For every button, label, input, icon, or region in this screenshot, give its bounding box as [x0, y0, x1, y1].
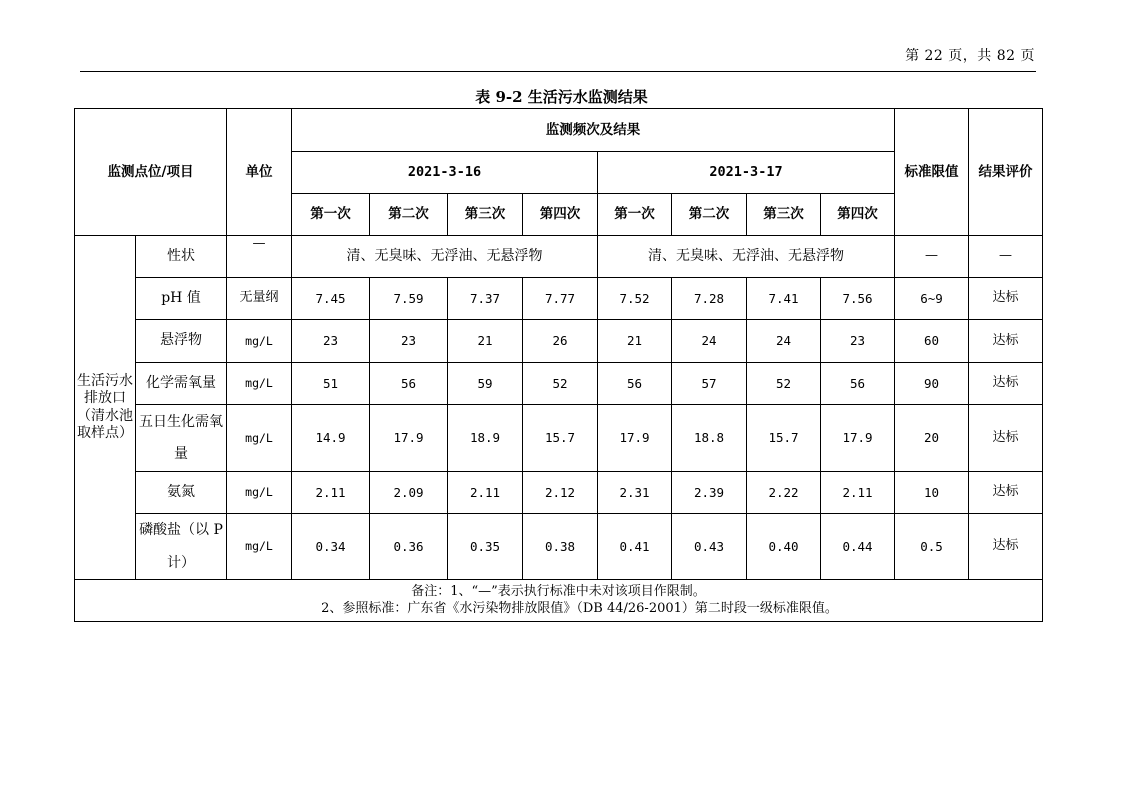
value-cell: 56 [598, 363, 672, 405]
header-date: 2021-3-17 [598, 152, 895, 194]
value-cell: 23 [292, 320, 370, 363]
merged-value-cell: 清、无臭味、无浮油、无悬浮物 [292, 236, 598, 278]
standard-cell: 90 [895, 363, 969, 405]
header-round: 第二次 [370, 194, 448, 236]
header-location-item: 监测点位/项目 [75, 109, 227, 236]
evaluation-cell: 达标 [969, 320, 1043, 363]
value-cell: 56 [821, 363, 895, 405]
unit-cell: mg/L [227, 514, 292, 580]
value-cell: 2.11 [292, 472, 370, 514]
value-cell: 2.31 [598, 472, 672, 514]
table-row [75, 320, 1043, 363]
location-cell: 生活污水排放口（清水池取样点） [75, 236, 136, 580]
header-rule [80, 71, 1036, 72]
value-cell: 21 [448, 320, 523, 363]
value-cell: 7.59 [370, 278, 448, 320]
unit-cell: mg/L [227, 363, 292, 405]
value-cell: 0.38 [523, 514, 598, 580]
unit-cell: mg/L [227, 405, 292, 472]
evaluation-cell: 达标 [969, 278, 1043, 320]
header-unit: 单位 [227, 109, 292, 236]
item-cell: pH 值 [136, 278, 227, 320]
notes-row [75, 580, 1043, 622]
value-cell: 18.9 [448, 405, 523, 472]
header-row-1 [75, 109, 1043, 152]
header-round: 第二次 [672, 194, 747, 236]
value-cell: 0.36 [370, 514, 448, 580]
value-cell: 17.9 [370, 405, 448, 472]
value-cell: 24 [747, 320, 821, 363]
value-cell: 7.56 [821, 278, 895, 320]
item-cell: 五日生化需氧量 [136, 405, 227, 472]
value-cell: 21 [598, 320, 672, 363]
header-round: 第一次 [598, 194, 672, 236]
item-cell: 化学需氧量 [136, 363, 227, 405]
evaluation-cell: 达标 [969, 514, 1043, 580]
standard-cell: 20 [895, 405, 969, 472]
value-cell: 26 [523, 320, 598, 363]
table-row [75, 405, 1043, 472]
notes-cell [75, 580, 1043, 622]
table-row [75, 363, 1043, 405]
value-cell: 18.8 [672, 405, 747, 472]
merged-value-cell: 清、无臭味、无浮油、无悬浮物 [598, 236, 895, 278]
item-cell: 悬浮物 [136, 320, 227, 363]
value-cell: 2.11 [821, 472, 895, 514]
item-cell: 性状 [136, 236, 227, 278]
value-cell: 7.41 [747, 278, 821, 320]
value-cell: 2.39 [672, 472, 747, 514]
item-cell: 磷酸盐（以 P 计） [136, 514, 227, 580]
value-cell: 17.9 [821, 405, 895, 472]
evaluation-cell: 达标 [969, 472, 1043, 514]
standard-cell: 0.5 [895, 514, 969, 580]
value-cell: 7.45 [292, 278, 370, 320]
value-cell: 0.44 [821, 514, 895, 580]
standard-cell: 10 [895, 472, 969, 514]
value-cell: 23 [821, 320, 895, 363]
value-cell: 52 [747, 363, 821, 405]
value-cell: 7.37 [448, 278, 523, 320]
value-cell: 7.52 [598, 278, 672, 320]
header-round: 第一次 [292, 194, 370, 236]
value-cell: 17.9 [598, 405, 672, 472]
value-cell: 7.77 [523, 278, 598, 320]
value-cell: 56 [370, 363, 448, 405]
table-title: 表 9-2 生活污水监测结果 [475, 88, 648, 106]
value-cell: 52 [523, 363, 598, 405]
item-cell: 氨氮 [136, 472, 227, 514]
header-round: 第四次 [821, 194, 895, 236]
note-line: 备注：1、“—”表示执行标准中未对该项目作限制。 [411, 584, 706, 600]
value-cell: 0.40 [747, 514, 821, 580]
value-cell: 2.12 [523, 472, 598, 514]
header-standard: 标准限值 [895, 109, 969, 236]
header-evaluation: 结果评价 [969, 109, 1043, 236]
evaluation-cell: 达标 [969, 405, 1043, 472]
header-round: 第三次 [747, 194, 821, 236]
value-cell: 0.41 [598, 514, 672, 580]
standard-cell: 60 [895, 320, 969, 363]
value-cell: 0.34 [292, 514, 370, 580]
table-row [75, 472, 1043, 514]
value-cell: 2.09 [370, 472, 448, 514]
table-row [75, 514, 1043, 580]
monitoring-results-table [74, 108, 1043, 622]
value-cell: 15.7 [747, 405, 821, 472]
unit-cell: — [227, 236, 292, 278]
unit-cell: mg/L [227, 320, 292, 363]
value-cell: 14.9 [292, 405, 370, 472]
value-cell: 2.11 [448, 472, 523, 514]
value-cell: 2.22 [747, 472, 821, 514]
value-cell: 24 [672, 320, 747, 363]
note-line: 2、参照标准：广东省《水污染物排放限值》（DB 44/26-2001）第二时段一级标准限值。 [321, 600, 838, 616]
page-number: 第 22 页，共 82 页 [905, 48, 1035, 64]
evaluation-cell: — [969, 236, 1043, 278]
unit-cell: 无量纲 [227, 278, 292, 320]
value-cell: 51 [292, 363, 370, 405]
header-round: 第三次 [448, 194, 523, 236]
value-cell: 23 [370, 320, 448, 363]
header-freq-results: 监测频次及结果 [292, 109, 895, 152]
value-cell: 15.7 [523, 405, 598, 472]
value-cell: 7.28 [672, 278, 747, 320]
evaluation-cell: 达标 [969, 363, 1043, 405]
standard-cell: — [895, 236, 969, 278]
standard-cell: 6~9 [895, 278, 969, 320]
header-round: 第四次 [523, 194, 598, 236]
value-cell: 59 [448, 363, 523, 405]
table-row [75, 236, 1043, 278]
unit-cell: mg/L [227, 472, 292, 514]
table-row [75, 278, 1043, 320]
value-cell: 0.43 [672, 514, 747, 580]
header-date: 2021-3-16 [292, 152, 598, 194]
value-cell: 57 [672, 363, 747, 405]
value-cell: 0.35 [448, 514, 523, 580]
